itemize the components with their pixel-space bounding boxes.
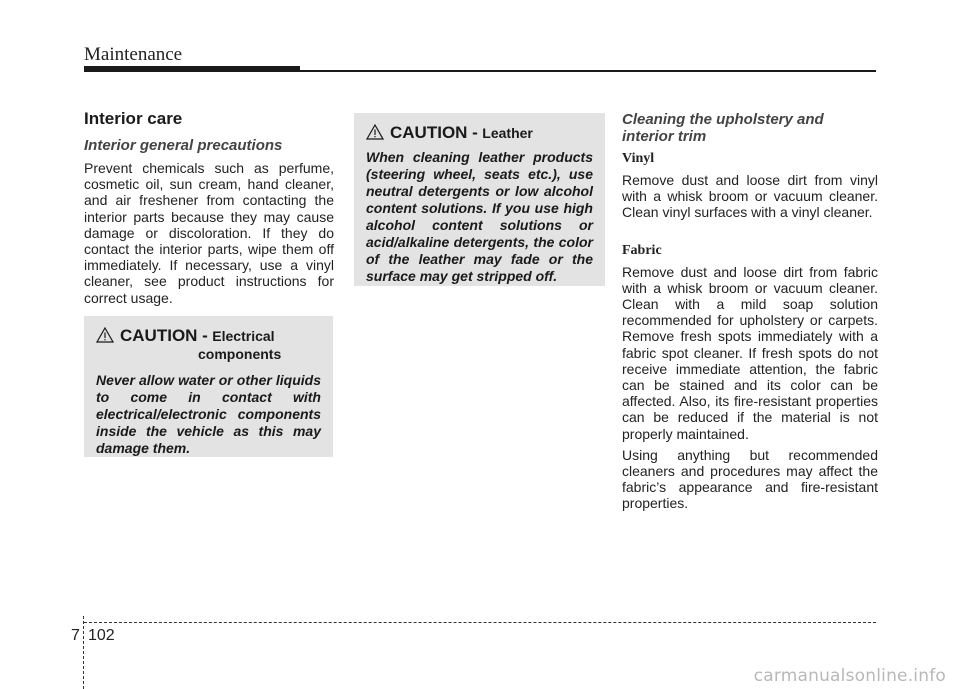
right-column [622,111,878,512]
warning-triangle-icon [366,124,384,140]
caution-text: Never allow water or other liquids to come in contact with electrical/electronic components inside the vehicle as this may damage them. [96,372,321,456]
subsection-title: Interior general precautions [84,137,283,154]
vinyl-heading: Vinyl [622,151,655,166]
section-title: Interior care [84,109,183,128]
caution-subject-line2: components [198,346,282,362]
caution-heading [366,123,593,143]
caution-heading [96,326,321,364]
caution-label: CAUTION - [120,326,208,345]
vinyl-paragraph: Remove dust and loose dirt from vinyl with a whisk broom or vacuum cleaner. Clean vinyl surfaces with a vinyl cleaner. [622,172,878,221]
header-bar-thick [84,66,300,72]
warning-triangle-icon [96,327,114,343]
caution-subject: Leather [482,125,533,141]
chapter-number: 7 [71,627,80,644]
page-number: 102 [88,627,115,644]
fabric-paragraph: Remove dust and loose dirt from fabric with a whisk broom or vacuum cleaner. Clean with a mild soap solution recommended for upholstery or carpets. Remove fresh spots immediately with a fabric spot cleaner. If fresh spots do not receive immediate attention, the fabric can be stained and its color can be affected. Also, its fire-resistant properties can be reduced if the material is not properly maintained. [622,263,878,442]
caution-box-leather [354,113,605,286]
caution-label: CAUTION - [390,123,478,142]
caution-subject: Electrical [212,328,275,344]
fabric-heading: Fabric [622,242,662,258]
fabric-paragraph-2: Using anything but recommended cleaners and procedures may affect the fabric’s appearance and fire-resistant properties. [622,446,878,512]
header-bar-thin [300,70,876,72]
left-column [84,137,334,306]
footer-rule [84,622,876,623]
caution-box-electrical [84,316,333,457]
header-title: Maintenance [84,44,183,65]
caution-text: When cleaning leather products (steering wheel, seats etc.), use neutral detergents or low alcohol content solutions. If you use high alcohol content solutions or acid/alkaline detergents, the color of the leather may fade or the surface may get stripped off. [366,149,593,284]
footer-divider [83,616,84,689]
watermark: carmanualsonline.info [753,666,946,686]
subsection-title: Cleaning the upholstery and interior trim [622,111,824,145]
precautions-paragraph: Prevent chemicals such as perfume, cosmetic oil, sun cream, hand cleaner, and air freshener from contacting the interior parts because they may cause damage or discoloration. If they do contact the interior parts, wipe them off immediately. If necessary, use a vinyl cleaner, see product instructions for correct usage. [84,160,334,306]
